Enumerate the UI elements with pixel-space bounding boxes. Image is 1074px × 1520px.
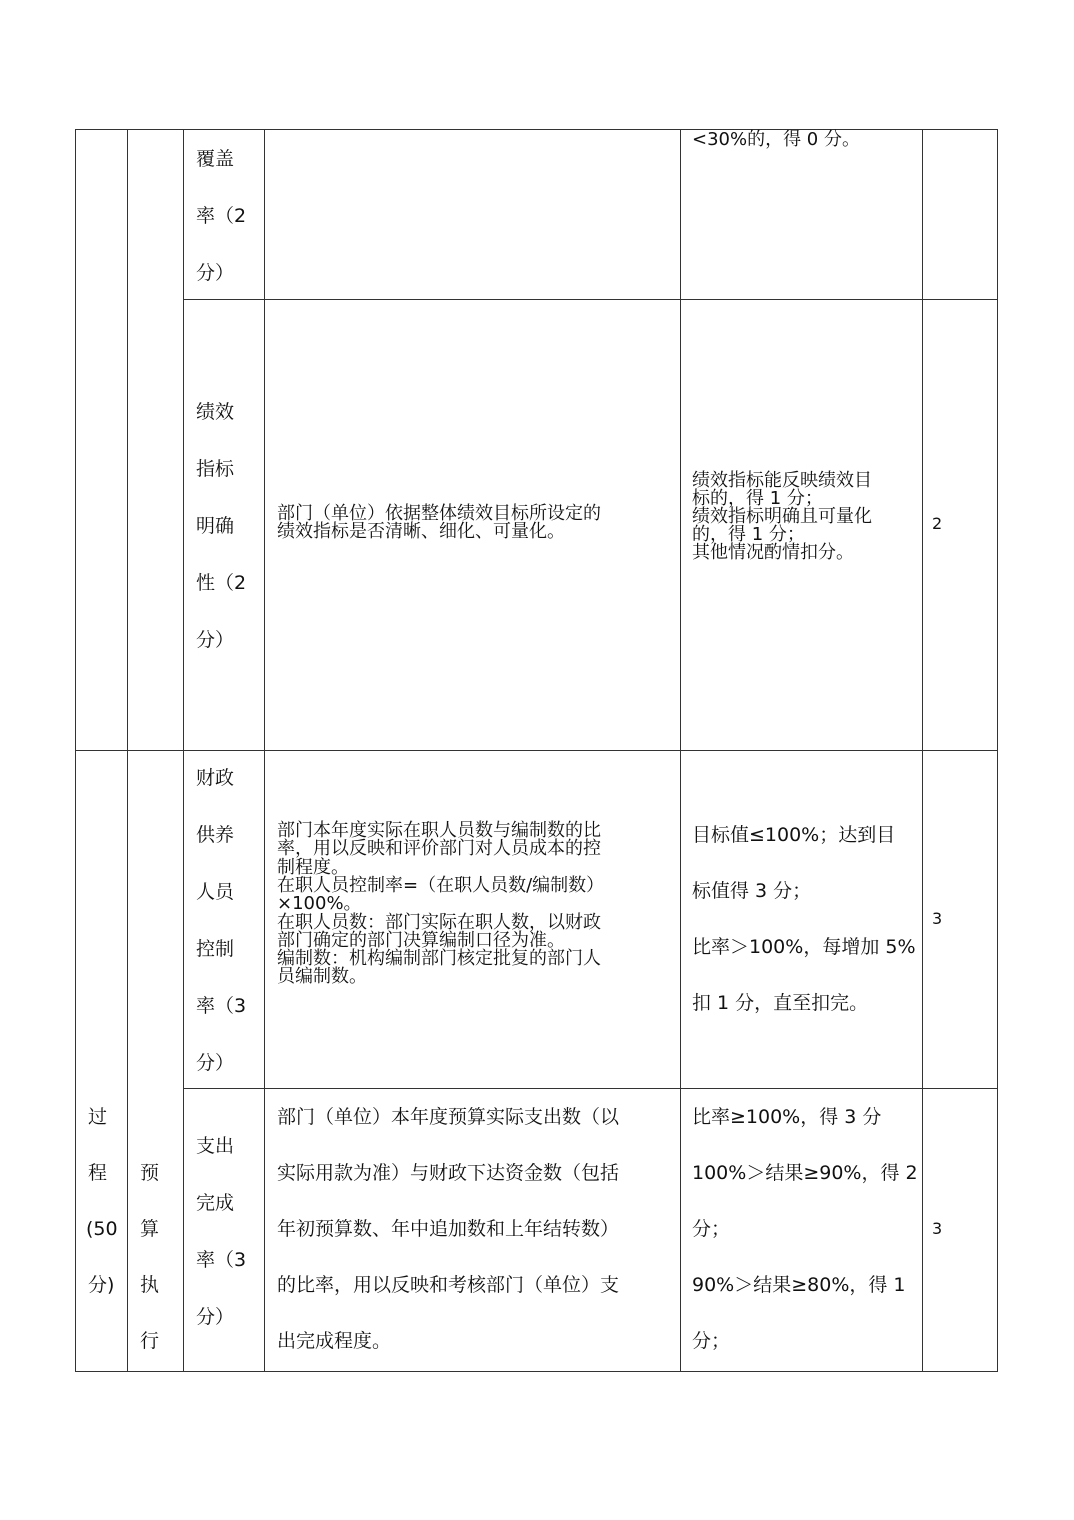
score-value: 3 — [932, 909, 943, 928]
indicator-line: 覆盖 — [196, 148, 235, 170]
indicator-line: 率（2 — [196, 205, 247, 227]
criteria-line: 分； — [692, 1218, 731, 1240]
description-line: 编制数：机构编制部门核定批复的部门人 — [277, 948, 601, 970]
description-line: 的比率，用以反映和考核部门（单位）支 — [277, 1274, 620, 1296]
criteria-line: 标的，得 1 分； — [692, 488, 823, 509]
indicator-line: 分） — [196, 1306, 235, 1328]
category-line: 分) — [88, 1274, 115, 1296]
criteria-line: 目标值≤100%；达到目 — [692, 824, 896, 846]
category-cell — [75, 750, 128, 1372]
score-value: 2 — [932, 514, 943, 533]
subcategory-line: 执 — [140, 1274, 160, 1296]
description-line: 部门确定的部门决算编制口径为准。 — [277, 929, 565, 951]
criteria-line: 扣 1 分，直至扣完。 — [692, 992, 869, 1014]
indicator-line: 率（3 — [196, 995, 247, 1017]
criteria-line: 比率＞100%，每增加 5% — [692, 936, 916, 958]
criteria-line: 90%＞结果≥80%，得 1 — [692, 1274, 906, 1296]
criteria-line: 其他情况酌情扣分。 — [692, 542, 854, 563]
indicator-line: 分） — [196, 629, 235, 651]
indicator-cell — [183, 750, 265, 1089]
criteria-line: 比率≥100%，得 3 分 — [692, 1106, 882, 1128]
indicator-cell — [183, 1088, 265, 1372]
description-line: 部门（单位）本年度预算实际支出数（以 — [277, 1106, 620, 1128]
category-line: (50 — [86, 1218, 118, 1240]
description-cell — [264, 129, 681, 300]
indicator-line: 指标 — [196, 458, 235, 480]
description-line: 制程度。 — [277, 856, 349, 878]
indicator-line: 供养 — [196, 824, 235, 846]
criteria-cell — [680, 129, 923, 300]
score-cell — [922, 129, 998, 300]
indicator-line: 完成 — [196, 1192, 235, 1214]
indicator-line: 控制 — [196, 938, 235, 960]
category-line: 程 — [88, 1162, 108, 1184]
criteria-line: 绩效指标明确且可量化 — [692, 506, 872, 527]
category-line: 过 — [88, 1106, 108, 1128]
description-line: 出完成程度。 — [277, 1330, 392, 1352]
criteria-line: 100%＞结果≥90%，得 2 — [692, 1162, 918, 1184]
criteria-line: 的，得 1 分； — [692, 524, 805, 545]
score-value: 3 — [932, 1219, 943, 1238]
indicator-line: 财政 — [196, 767, 235, 789]
indicator-line: 性（2 — [196, 572, 247, 594]
category-cell-empty — [75, 129, 128, 751]
subcategory-line: 行 — [140, 1330, 160, 1352]
indicator-line: 分） — [196, 1052, 235, 1074]
description-line: 在职人员数：部门实际在职人数，以财政 — [277, 911, 601, 933]
description-line: 员编制数。 — [277, 966, 367, 988]
description-line: 在职人员控制率=（在职人员数/编制数） — [277, 874, 605, 896]
indicator-line: 率（3 — [196, 1249, 247, 1271]
description-line: ×100%。 — [277, 893, 362, 915]
indicator-line: 支出 — [196, 1135, 235, 1157]
description-line: 部门（单位）依据整体绩效目标所设定的 — [277, 503, 601, 524]
subcategory-line: 预 — [140, 1162, 160, 1184]
criteria-line: 分； — [692, 1330, 731, 1352]
description-line: 实际用款为准）与财政下达资金数（包括 — [277, 1162, 620, 1184]
description-line: 率，用以反映和评价部门对人员成本的控 — [277, 838, 601, 860]
indicator-line: 明确 — [196, 515, 235, 537]
indicator-line: 人员 — [196, 881, 235, 903]
subcategory-line: 算 — [140, 1218, 160, 1240]
subcategory-cell — [127, 750, 184, 1372]
description-line: 绩效指标是否清晰、细化、可量化。 — [277, 521, 565, 542]
description-line: 年初预算数、年中追加数和上年结转数） — [277, 1218, 620, 1240]
criteria-line: 绩效指标能反映绩效目 — [692, 470, 872, 491]
criteria-cell — [680, 750, 923, 1089]
criteria-line: 标值得 3 分； — [692, 880, 812, 902]
criteria-line: <30%的，得 0 分。 — [692, 129, 860, 150]
indicator-line: 绩效 — [196, 401, 235, 423]
indicator-line: 分） — [196, 262, 235, 284]
description-line: 部门本年度实际在职人员数与编制数的比 — [277, 820, 601, 841]
subcategory-cell-empty — [127, 129, 184, 751]
